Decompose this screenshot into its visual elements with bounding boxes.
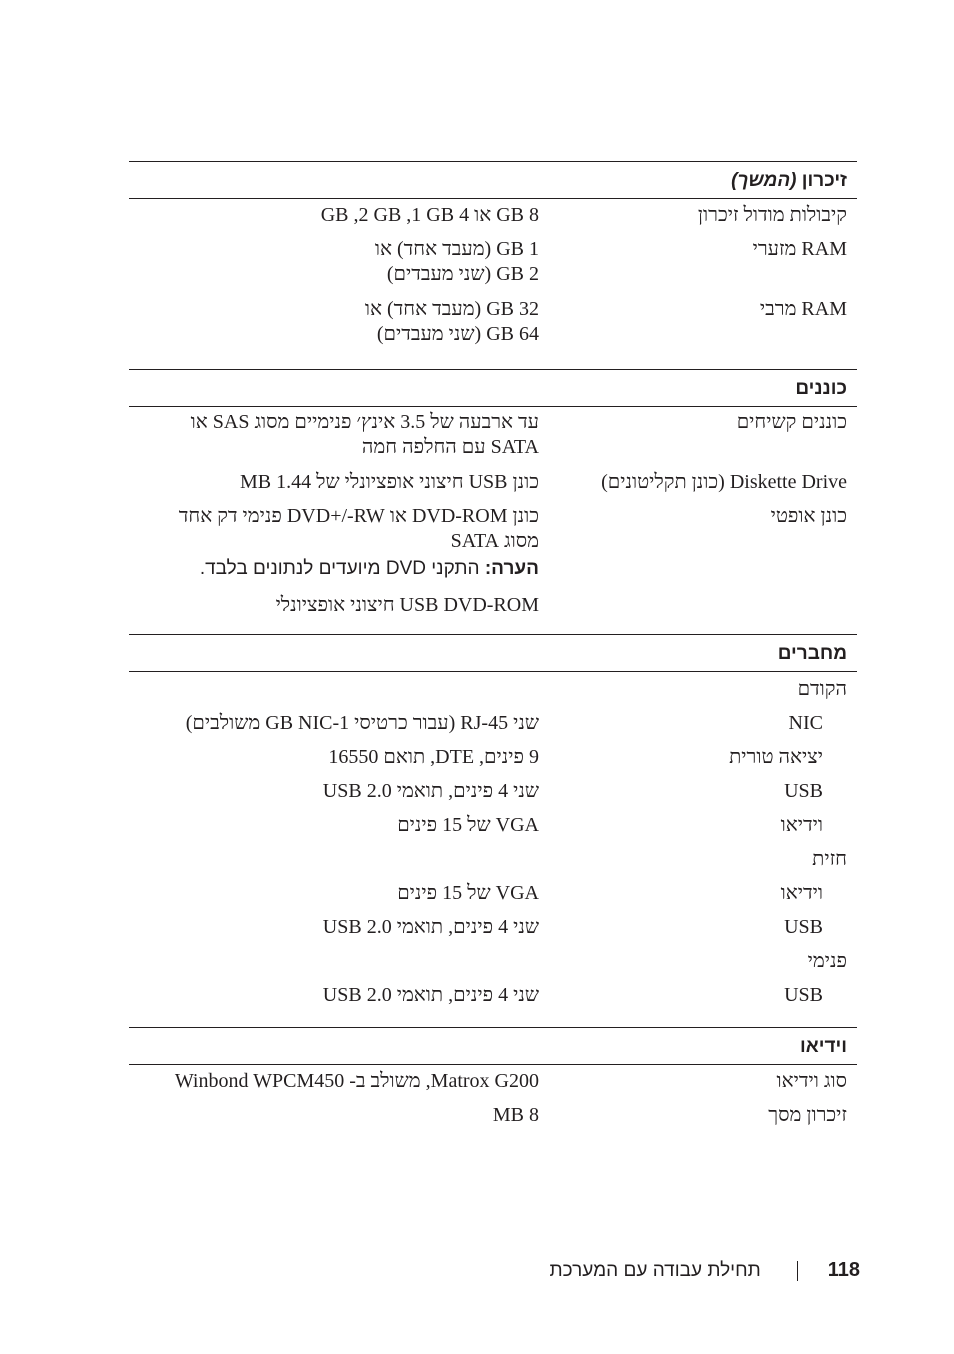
spec-value xyxy=(129,237,539,297)
spec-label: RAM מרבי xyxy=(759,298,847,320)
page-footer xyxy=(550,1259,860,1282)
spec-value: Matrox G200, משולב ב- Winbond WPCM450 xyxy=(174,1070,539,1092)
spec-value: שני 4 פינים, תואמי USB 2.0 xyxy=(322,984,539,1006)
spec-label: סוג וידיאו xyxy=(776,1070,847,1092)
table-row xyxy=(129,237,857,297)
subgroup-label: חזית xyxy=(812,848,847,870)
table-row xyxy=(129,745,857,779)
spec-label: RAM מזערי xyxy=(752,238,847,260)
spec-value-line: כונן DVD-ROM או DVD+/-RW פנימי דק אחד xyxy=(178,505,539,527)
spec-value-line: 1 GB (מעבד אחד) או xyxy=(374,238,539,260)
spec-value-line: 32 GB (מעבד אחד) או xyxy=(364,298,539,320)
spec-value-line: 2 GB (שני מעבדים) xyxy=(386,263,539,285)
section-title-suffix: (המשך) xyxy=(731,170,797,191)
subgroup-header xyxy=(129,949,857,983)
spec-label: USB xyxy=(784,984,823,1006)
spec-value xyxy=(129,504,539,556)
spec-label: כונן אופטי xyxy=(770,505,847,527)
note-text: התקני DVD מיועדים לנתונים בלבד. xyxy=(199,558,480,579)
section-title-video: וידיאו xyxy=(800,1036,847,1057)
table-row xyxy=(129,297,857,369)
subgroup-label: פנימי xyxy=(807,950,847,972)
spec-value: VGA של 15 פינים xyxy=(397,882,539,904)
spec-value xyxy=(129,297,539,369)
spec-value-line: מסוג SATA xyxy=(450,530,539,552)
table-row xyxy=(129,813,857,847)
spec-value: שני 4 פינים, תואמי USB 2.0 xyxy=(322,916,539,938)
note xyxy=(129,556,539,593)
spec-label: כוננים קשיחים xyxy=(736,411,847,433)
spec-label: USB xyxy=(784,780,823,802)
table-row xyxy=(129,593,857,634)
subgroup-header xyxy=(129,677,857,711)
table-row xyxy=(129,711,857,745)
table-row xyxy=(129,915,857,949)
spec-value: USB DVD-ROM חיצוני אופציונלי xyxy=(275,594,539,616)
spec-value: שני 4 פינים, תואמי USB 2.0 xyxy=(322,780,539,802)
section-header-memory xyxy=(129,161,857,199)
table-row xyxy=(129,203,857,237)
spec-value xyxy=(129,410,539,470)
table-row xyxy=(129,470,857,504)
spec-value: 9 פינים, DTE, תואם 16550 xyxy=(328,746,539,768)
section-header-drives xyxy=(129,369,857,407)
spec-value: VGA של 15 פינים xyxy=(397,814,539,836)
section-header-video xyxy=(129,1027,857,1065)
section-header-connectors xyxy=(129,634,857,672)
table-row xyxy=(129,779,857,813)
footer-divider xyxy=(797,1261,798,1281)
table-row xyxy=(129,556,857,593)
section-title-connectors: מחברים xyxy=(777,643,847,664)
table-row xyxy=(129,881,857,915)
subgroup-label: הקודם xyxy=(797,678,847,700)
spec-label: זיכרון מסך xyxy=(768,1104,847,1126)
spec-label: USB xyxy=(784,916,823,938)
spec-value: 8 GB או 4 GB ,2 GB ,1 GB xyxy=(320,204,539,226)
table-row xyxy=(129,504,857,556)
spec-value: כונן USB חיצוני אופציונלי של 1.44 MB xyxy=(239,471,539,493)
table-row xyxy=(129,1103,857,1137)
table-row xyxy=(129,410,857,470)
spec-label: NIC xyxy=(788,712,823,734)
subgroup-header xyxy=(129,847,857,881)
spec-label: וידיאו xyxy=(780,814,823,836)
spec-value: שני RJ-45 (עבור כרטיסי 1-GB NIC משולבים) xyxy=(185,712,539,734)
spec-label: Diskette Drive (כונן תקליטונים) xyxy=(601,471,847,493)
spec-label: יציאה טורית xyxy=(729,746,823,768)
section-title-drives: כוננים xyxy=(795,378,847,399)
spec-table xyxy=(129,161,857,1137)
page-number: 118 xyxy=(827,1259,860,1281)
spec-value-line: עד ארבעה של 3.5 אינץ׳ פנימיים מסוג SAS או xyxy=(190,411,539,433)
spec-value: 8 MB xyxy=(492,1104,539,1126)
spec-label xyxy=(539,593,857,634)
table-row xyxy=(129,983,857,1027)
spec-label: וידיאו xyxy=(780,882,823,904)
section-title-memory: זיכרון xyxy=(801,170,847,191)
spec-label: קיבולות מודול זיכרון xyxy=(697,204,847,226)
table-row xyxy=(129,1069,857,1103)
spec-value-line: SATA עם החלפה חמה xyxy=(361,436,539,458)
spec-label xyxy=(539,556,857,593)
footer-title: תחילת עבודה עם המערכת xyxy=(549,1259,761,1281)
spec-value-line: 64 GB (שני מעבדים) xyxy=(376,323,539,345)
note-label: הערה: xyxy=(484,558,539,579)
